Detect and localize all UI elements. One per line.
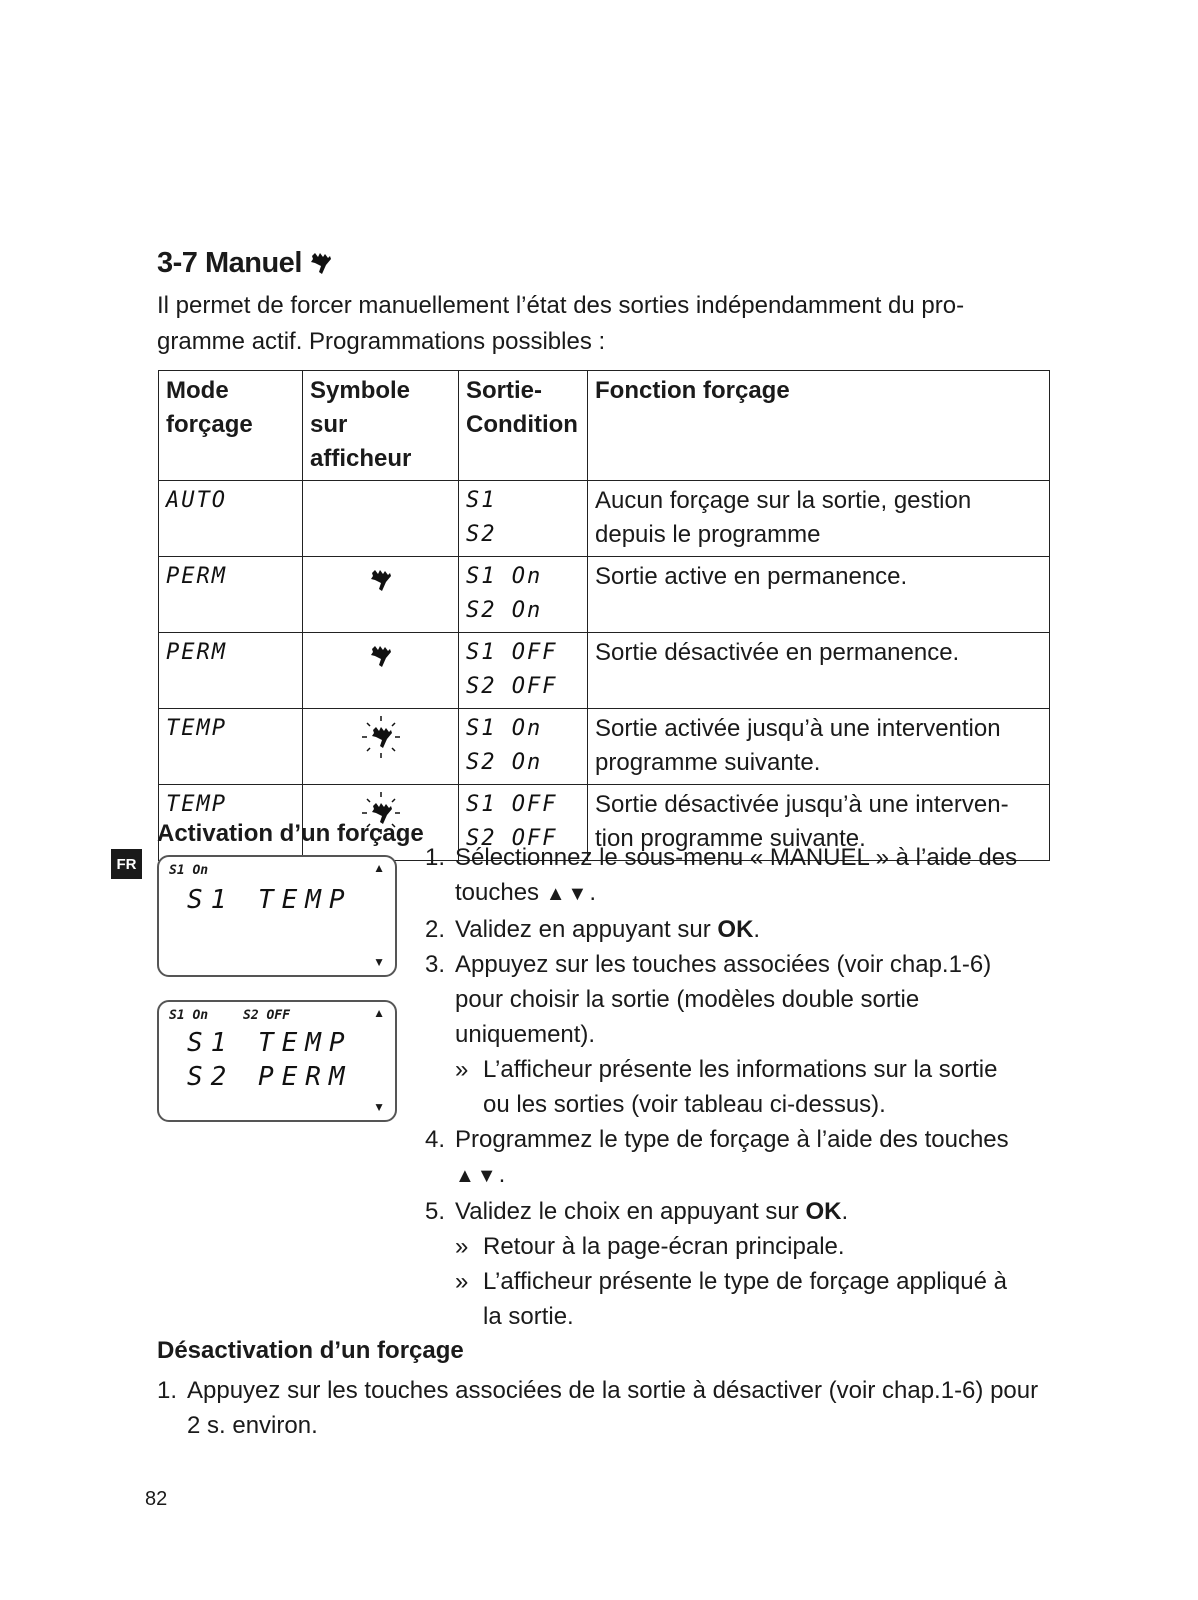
list-item (425, 912, 1025, 947)
deactivation-heading: Désactivation d’un forçage (157, 1337, 464, 1364)
lcd-line-1: S1 TEMP (187, 885, 353, 915)
up-down-arrows-icon: ▲▼ (455, 1165, 499, 1187)
step-text: Appuyez sur les touches associées (voir chap.1-6) pour choisir la sortie (modèles double sortie uniquement). (455, 951, 992, 1048)
symbol-cell (303, 633, 459, 709)
step-number: 5. (425, 1198, 446, 1225)
list-item (425, 840, 1025, 912)
forcing-modes-table (158, 370, 1050, 861)
step-text: Sélectionnez le sous-menu « MANUEL » à l’aide des touches (455, 844, 1018, 906)
sub-text: L’afficheur présente le type de forçage appliqué à la sortie. (483, 1268, 1007, 1330)
symbol-cell (303, 557, 459, 633)
output-2: S2 (466, 522, 497, 547)
ok-key: OK (805, 1198, 842, 1225)
step-text: Validez en appuyant sur (455, 916, 711, 943)
table-header-row (159, 371, 1050, 481)
output-1: S1 OFF (466, 792, 558, 817)
step-number: 1. (425, 844, 446, 871)
output-2: S2 On (466, 750, 543, 775)
table-header: Fonction forçage (588, 371, 1050, 481)
output-1: S1 (466, 488, 497, 513)
symbol-cell (303, 481, 459, 557)
step-punct: . (589, 879, 596, 906)
function-cell: Sortie activée jusqu’à une intervention programme suivante. (588, 709, 1050, 785)
output-cell (459, 709, 588, 785)
output-cell (459, 633, 588, 709)
function-cell: Sortie active en permanence. (588, 557, 1050, 633)
table-row (159, 481, 1050, 557)
sub-text: L’afficheur présente les informations sur la sortie ou les sorties (voir tableau ci-dessus). (483, 1056, 998, 1118)
blinking-hand-icon (358, 714, 404, 760)
step-number: 1. (157, 1377, 178, 1404)
page-number: 82 (145, 1488, 168, 1510)
output-cell (459, 481, 588, 557)
step-text: Appuyez sur les touches associées de la sortie à désactiver (voir chap.1-6) pour 2 s. environ. (187, 1377, 1039, 1439)
step-text: Programmez le type de forçage à l’aide des touches (455, 1126, 1009, 1153)
list-item (157, 1373, 1047, 1443)
sub-item: » Retour à la page-écran principale. (455, 1233, 845, 1260)
down-arrow-icon: ▼ (373, 1100, 385, 1114)
lcd-screen-double (157, 1000, 397, 1122)
step-punct: . (498, 1161, 506, 1188)
lcd-line-1: S1 TEMP (187, 1028, 353, 1058)
output-1: S1 On (466, 564, 543, 589)
output-1: S1 On (466, 716, 543, 741)
list-item (425, 947, 1025, 1122)
table-row (159, 633, 1050, 709)
mode-cell: PERM (159, 557, 303, 633)
mode-cell: TEMP (159, 785, 303, 861)
activation-heading: Activation d’un forçage (157, 820, 424, 847)
table-row (159, 709, 1050, 785)
mode-cell: AUTO (159, 481, 303, 557)
up-down-arrows-icon: ▲▼ (545, 883, 590, 905)
lcd-status-1: S1 On (169, 1008, 209, 1023)
function-cell: Aucun forçage sur la sortie, gestion depuis le programme (588, 481, 1050, 557)
lcd-status-2: S2 OFF (243, 1008, 290, 1023)
table-header: Symbole sur afficheur (303, 371, 459, 481)
intro-paragraph: Il permet de forcer manuellement l’état des sorties indépendamment du pro- gramme actif. Programmations possibles : (157, 292, 965, 355)
step-number: 2. (425, 916, 446, 943)
mode-cell: TEMP (159, 709, 303, 785)
lcd-line-2: S2 PERM (187, 1062, 353, 1092)
list-item (425, 1122, 1025, 1194)
table-row (159, 557, 1050, 633)
ok-key: OK (717, 916, 754, 943)
table-header: Sortie- Condition (459, 371, 588, 481)
step-number: 4. (425, 1126, 446, 1153)
step-punct: . (841, 1198, 849, 1225)
section-title-text: 3-7 Manuel (157, 247, 302, 279)
language-badge: FR (111, 849, 142, 879)
output-2: S2 On (466, 598, 543, 623)
lcd-screen-single (157, 855, 397, 977)
hand-icon (368, 566, 394, 596)
output-1: S1 OFF (466, 640, 558, 665)
output-2: S2 OFF (466, 826, 558, 851)
up-arrow-icon: ▲ (373, 861, 385, 875)
sub-item: » L’afficheur présente les informations sur la sortie ou les sorties (voir tableau ci-dessus). (455, 1056, 998, 1118)
step-punct: . (753, 916, 761, 943)
function-cell: Sortie désactivée en permanence. (588, 633, 1050, 709)
down-arrow-icon: ▼ (373, 955, 385, 969)
deactivation-steps (157, 1373, 1047, 1443)
function-cell: Sortie désactivée jusqu’à une interven- tion programme suivante. (588, 785, 1050, 861)
hand-icon (368, 642, 394, 672)
lcd-status: S1 On (169, 863, 209, 878)
sub-text: Retour à la page-écran principale. (483, 1233, 845, 1260)
section-title (157, 247, 334, 280)
mode-cell: PERM (159, 633, 303, 709)
table-header: Mode forçage (159, 371, 303, 481)
step-text: Validez le choix en appuyant sur (455, 1198, 799, 1225)
list-item (425, 1194, 1025, 1334)
symbol-cell (303, 709, 459, 785)
output-2: S2 OFF (466, 674, 558, 699)
activation-steps (425, 840, 1025, 1334)
hand-icon (308, 251, 334, 277)
up-arrow-icon: ▲ (373, 1006, 385, 1020)
output-cell (459, 557, 588, 633)
step-number: 3. (425, 951, 446, 978)
sub-item: » L’afficheur présente le type de forçage appliqué à la sortie. (455, 1268, 1007, 1330)
